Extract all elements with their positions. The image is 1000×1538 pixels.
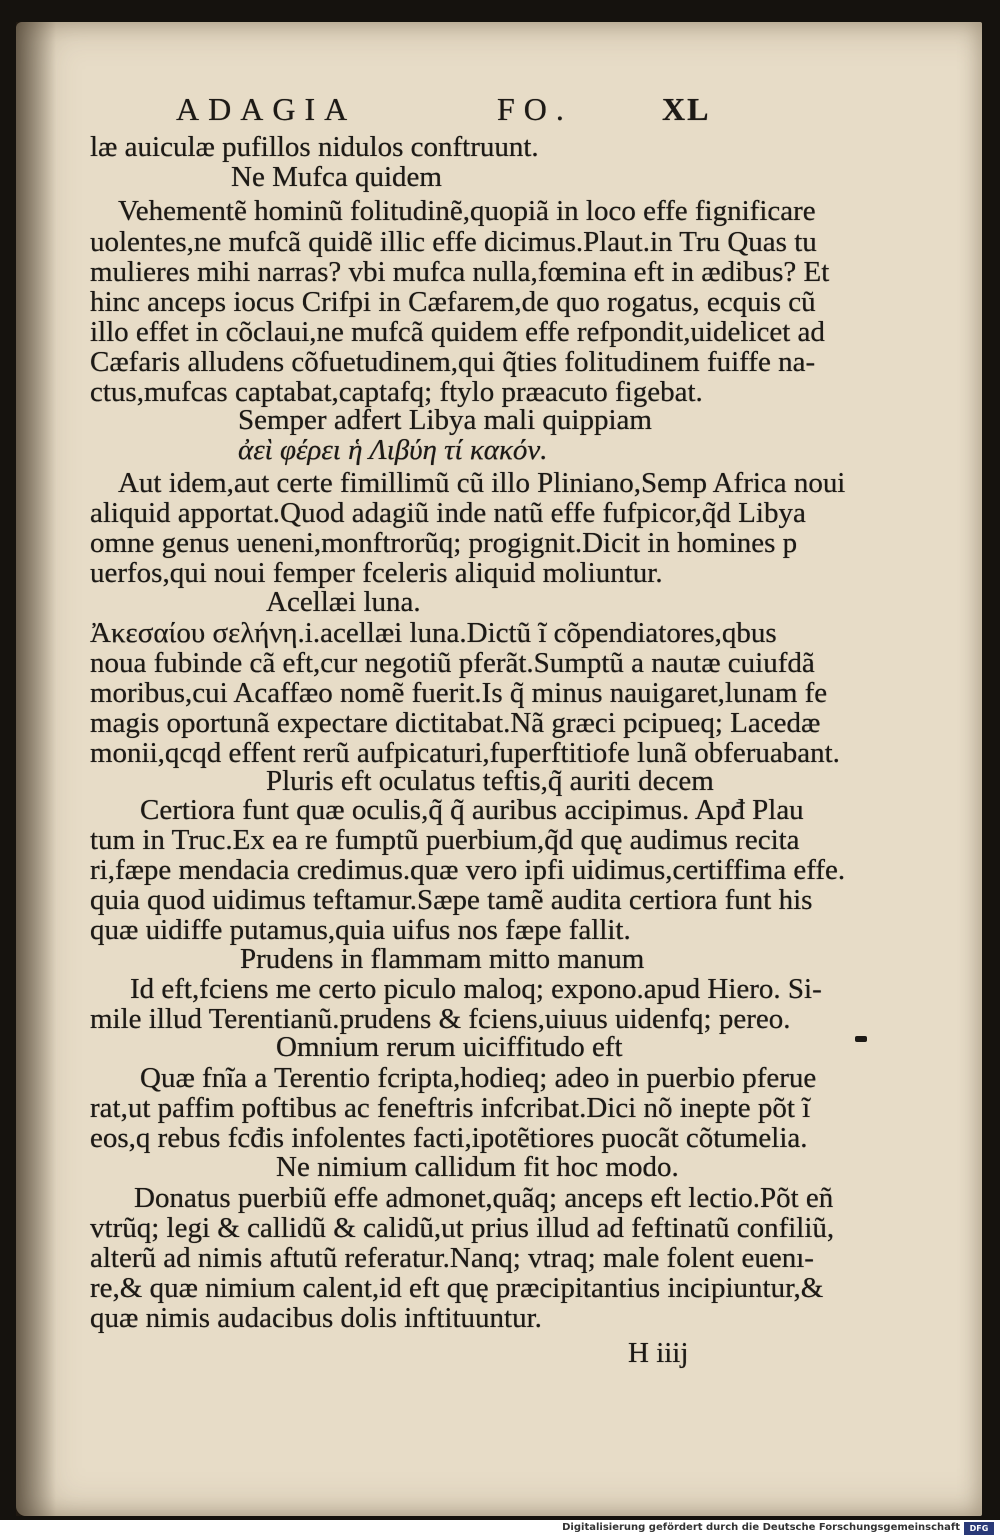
text-line: vtrũq; legi & callidũ & calidũ,ut prius illud ad feftinatũ confiliũ, [90,1212,835,1244]
page-gutter-shadow [16,22,56,1516]
text-line: Donatus puerbiũ effe admonet,quãq; anceps eft lectio.Põt eñ [134,1182,834,1214]
text-line: Aut idem,aut certe fimillimũ cũ illo Pliniano,Semp Africa noui [118,467,846,499]
text-line: Vehementẽ hominũ folitudinẽ,quopiã in loco effe fignificare [118,195,816,227]
text-line: magis oportunã expectare dictitabat.Nã græci pcipueq; Lacedæ [90,707,821,739]
text-line: aliquid apportat.Quod adagiũ inde natũ effe fufpicor,q̃d Libya [90,497,806,529]
text-line: moribus,cui Acaffæo nomẽ fuerit.Is q̃ minus nauigaret,lunam fe [90,677,828,709]
adage-heading: Omnium rerum uiciffitudo eft [276,1031,623,1063]
running-head-fo: FO. [497,91,573,127]
text-line: mile illud Terentianũ.prudens & fciens,uiuus uidenfq; pereo. [90,1003,791,1035]
adage-heading: Pluris eft oculatus teftis,q̃ auriti decem [266,765,714,797]
text-line: ri,fæpe mendacia credimus.quæ vero ipfi uidimus,certiffima effe. [90,854,846,886]
footer-bar [0,1520,1000,1538]
text-line: monii,qcqd effent rerũ aufpicaturi,fuperftitiofe lunã obferuabant. [90,737,840,769]
adage-heading: Semper adfert Libya mali quippiam [238,404,652,436]
text-line: noua fubinde cã eft,cur negotiũ pferãt.Sumptũ a nautæ cuiufdã [90,647,815,679]
ink-mark [855,1036,867,1042]
adage-heading: Ne nimium callidum fit hoc modo. [276,1151,679,1183]
text-line: ctus,mufcas captabat,captafq; ftylo præacuto figebat. [90,376,703,408]
text-line: eos,q rebus fcđis infolentes facti,ipotẽtiores puocãt cõtumelia. [90,1122,808,1154]
text-line: omne genus ueneni,monftrorũq; progignit.Dicit in homines p [90,527,798,559]
text-line: quæ nimis audacibus dolis inftituuntur. [90,1302,542,1334]
greek-adage: ἀεὶ φέρει ἡ Λιβύη τί κακόν. [238,434,548,466]
text-line: mulieres mihi narras? vbi mufca nulla,fœmina eft in ædibus? Et [90,256,830,288]
funding-credit: Digitalisierung gefördert durch die Deutsche Forschungsgemeinschaft [562,1522,960,1533]
text-line: uolentes,ne mufcã quidẽ illic effe dicimus.Plaut.in Tru Quas tu [90,226,817,258]
text-line: illo effet in cõclaui,ne mufcã quidem effe refpondit,uidelicet ad [90,316,825,348]
text-line: uerfos,qui noui femper fceleris aliquid moliuntur. [90,557,663,589]
text-line: Certiora funt quæ oculis,q̃ q̃ auribus accipimus. Apđ Plau [140,794,804,826]
adage-heading: Ne Mufca quidem [231,161,442,193]
signature-mark: H iiij [628,1337,689,1369]
text-line: læ auiculæ pufillos nidulos conftruunt. [90,131,539,163]
running-head-title: ADAGIA [176,91,357,127]
adage-heading: Acellæi luna. [266,586,421,618]
folio-number: XL [662,91,711,127]
text-line: Cæfaris alludens cõfuetudinem,qui q̃ties folitudinem fuiffe na- [90,346,816,378]
text-line: rat,ut paffim poftibus ac feneftris infcribat.Dici nõ inepte põt ĩ [90,1092,811,1124]
text-line: re,& quæ nimium calent,id eft quę præcipitantius incipiuntur,& [90,1272,824,1304]
text-line: quia quod uidimus teftamur.Sæpe tamẽ audita certiora funt his [90,884,813,916]
text-line: quæ uidiffe putamus,quia uifus nos fæpe fallit. [90,914,631,946]
text-line: Ἀκεσαίου σελήνη.i.acellæi luna.Dictũ ĩ cõpendiatores,qbus [90,617,777,649]
text-line: Quæ fnĩa a Terentio fcripta,hodieq; adeo in puerbio pferue [140,1062,817,1094]
text-line: hinc anceps iocus Crifpi in Cæfarem,de quo rogatus, ecquis cũ [90,286,816,318]
text-line: alterũ ad nimis aftutũ referatur.Nanq; vtraq; male folent euenı- [90,1242,814,1274]
adage-heading: Prudens in flammam mitto manum [240,943,645,975]
text-line: tum in Truc.Ex ea re fumptũ puerbium,q̃d quę audimus recita [90,824,800,856]
text-line: Id eft,fciens me certo piculo maloq; expono.apud Hiero. Si- [130,973,822,1005]
dfg-logo: DFG [964,1522,994,1535]
